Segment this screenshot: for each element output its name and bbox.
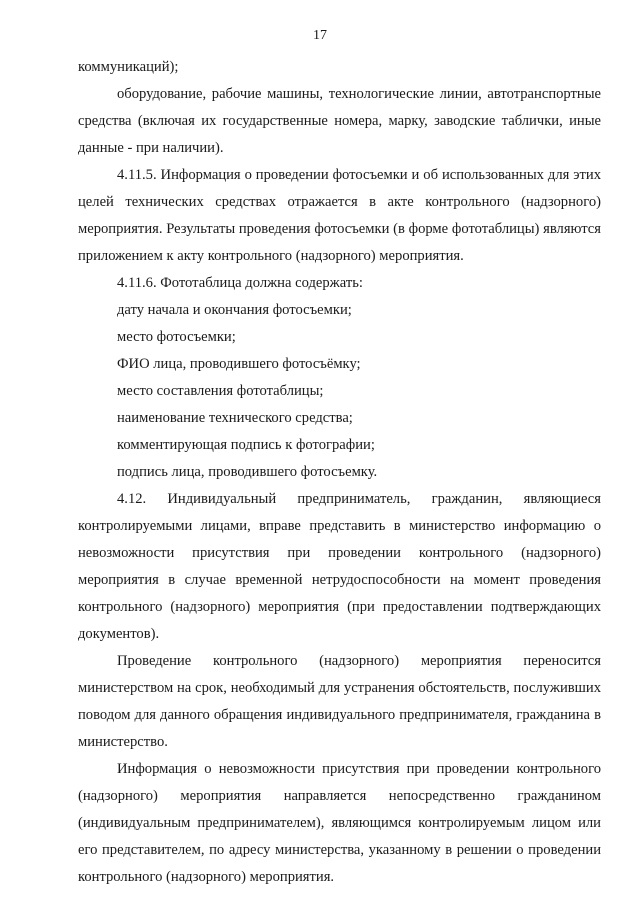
- list-item: наименование технического средства;: [117, 410, 353, 426]
- list-item: подпись лица, проводившего фотосъемку.: [117, 464, 378, 480]
- list-item: место составления фототаблицы;: [117, 383, 324, 399]
- list-item: место фотосъемки;: [117, 329, 236, 345]
- list-item: дату начала и окончания фотосъемки;: [117, 302, 352, 318]
- list-item: комментирующая подпись к фотографии;: [117, 437, 375, 453]
- paragraph-rescheduling: Проведение контрольного (надзорного) мероприятия переносится министерством на срок, необходимый для устранения обстоятельств, послуживших поводом для данного обращения индивидуального предпринимателя, гражданина в министерство.: [78, 653, 601, 750]
- paragraph-4-11-5: 4.11.5. Информация о проведении фотосъемки и об использованных для этих целей технических средствах отражается в акте контрольного (надзорного) мероприятия. Результаты проведения фотосъемки (в форме фототаблицы) являются приложением к акту контрольного (надзорного) мероприятия.: [78, 167, 601, 264]
- page-number: 17: [313, 28, 327, 43]
- list-item: ФИО лица, проводившего фотосъёмку;: [117, 356, 361, 372]
- paragraph-continuation: коммуникаций);: [78, 59, 179, 75]
- paragraph-equipment: оборудование, рабочие машины, технологические линии, автотранспортные средства (включая их государственные номера, марку, заводские таблички, иные данные - при наличии).: [78, 86, 601, 156]
- paragraph-notification: Информация о невозможности присутствия при проведении контрольного (надзорного) мероприятия направляется непосредственно гражданином (индивидуальным предпринимателем), являющимся контролируемым лицом или его представителем, по адресу министерства, указанному в решении о проведении контрольного (надзорного) мероприятия.: [78, 761, 601, 885]
- document-body: [78, 54, 601, 891]
- paragraph-4-12: 4.12. Индивидуальный предприниматель, гражданин, являющиеся контролируемыми лицами, вправе представить в министерство информацию о невозможности присутствия при проведении контрольного (надзорного) мероприятия в случае временной нетрудоспособности на момент проведения контрольного (надзорного) мероприятия (при предоставлении подтверждающих документов).: [78, 491, 601, 642]
- paragraph-4-11-6: 4.11.6. Фототаблица должна содержать:: [117, 275, 363, 291]
